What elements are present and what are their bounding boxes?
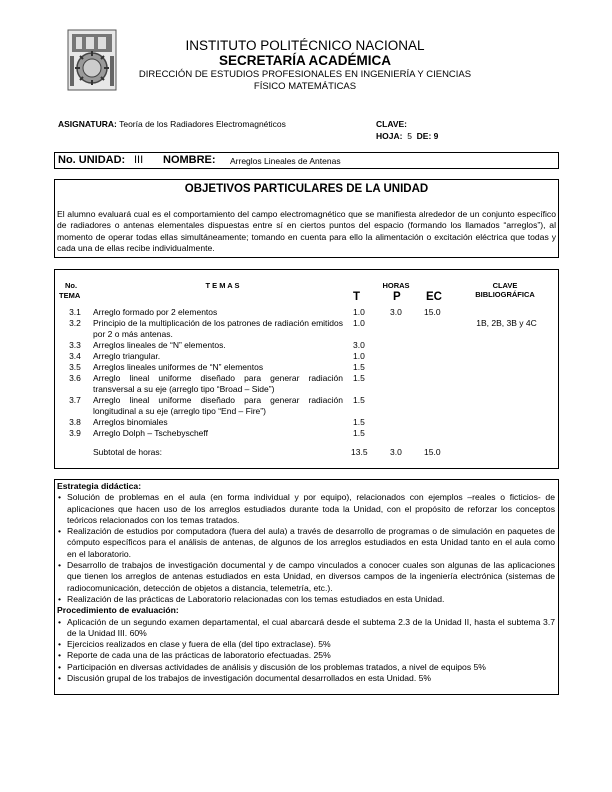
header-tema: TEMA: [59, 291, 81, 300]
estrategia-box: [54, 479, 559, 695]
horas-t: 1.5: [353, 373, 365, 383]
objetivos-box: [54, 179, 559, 258]
horas-t: 3.0: [353, 340, 365, 350]
clave-label: CLAVE:: [376, 119, 408, 129]
table-row: [57, 340, 557, 351]
tema-text: Arreglos binomiales: [93, 417, 168, 427]
table-row: [57, 417, 557, 428]
list-item: • Aplicación de un segundo examen departamental, el cual abarcará desde el subtema 2.3 de la Unidad II, hasta el subtema 3.7 de la Unidad III. 60%: [57, 617, 555, 640]
horas-ec: [424, 351, 456, 362]
table-row: [57, 395, 557, 417]
direccion-line-2: FÍSICO MATEMÁTICAS: [253, 81, 357, 92]
header-clave-line-1: CLAVE: [492, 281, 518, 290]
list-item: • Desarrollo de trabajos de investigación documental y de campo vinculados a conocer cuales son algunas de las aplicaciones que tienen los arreglos de antenas estudiados en esta Unidad, en diversos campos de la ingeniería electrónica (sistemas de radiocomunicación, detección de objetos a distancia, telemetría, etc.).: [57, 560, 555, 594]
table-row: [57, 307, 557, 318]
direccion-line-1: DIRECCIÓN DE ESTUDIOS PROFESIONALES EN INGENIERÍA Y CIENCIAS: [138, 69, 472, 80]
hoja-row: [376, 131, 438, 141]
list-item: • Participación en diversas actividades de análisis y discusión de los problemas tratados, a nivel de equipos 5%: [57, 662, 555, 673]
objetivos-text: El alumno evaluará cual es el comportamiento del campo electromagnético que se manifiesta alrededor de un conjunto específico de radiadores o antenas elementales dispuestas entre sí en ciertos puntos del espacio (formando los llamados “arreglos”), al momento de operar todas ellas simultáneamente; tomando en cuenta para ello la alimentación o excitación eléctrica que todas y cada una de ellas recibe individualmente.: [57, 209, 556, 254]
objetivos-title: OBJETIVOS PARTICULARES DE LA UNIDAD: [184, 183, 429, 195]
clave-bibliografica: [456, 417, 557, 428]
horas-ec: 15.0: [424, 307, 441, 317]
tema-number: 3.2: [69, 318, 81, 328]
horas-p: 3.0: [390, 307, 402, 317]
horas-p: [384, 395, 424, 417]
list-item: • Realización de las prácticas de Laboratorio relacionadas con los temas estudiados en esta Unidad.: [57, 594, 555, 605]
asignatura-row: [58, 119, 286, 129]
table-row: [57, 362, 557, 373]
horas-t: 1.5: [353, 362, 365, 372]
secretaria-name: SECRETARÍA ACADÉMICA: [219, 53, 391, 68]
estrategia-list: [57, 492, 555, 605]
horas-p: [384, 373, 424, 395]
spacer-cell: [57, 439, 557, 447]
estrategia-title: Estrategia didáctica:: [57, 481, 142, 491]
tema-number: 3.7: [69, 395, 81, 405]
header-clave-line-2: BIBLIOGRÁFICA: [475, 290, 535, 299]
subtotal-ec: 15.0: [424, 447, 441, 457]
header-no: No.: [65, 281, 78, 290]
horas-p: [384, 351, 424, 362]
asignatura-value: Teoría de los Radiadores Electromagnéticos: [119, 119, 286, 129]
de-label: DE:: [416, 131, 432, 141]
header-clave: [455, 281, 555, 299]
subtotal-t: 13.5: [351, 447, 368, 457]
horas-p: [384, 417, 424, 428]
tema-text: Arreglos lineales uniformes de “N” elementos: [93, 362, 264, 372]
horas-ec: [424, 417, 456, 428]
nombre-label: NOMBRE:: [163, 154, 216, 166]
clave-bibliografica: [456, 362, 557, 373]
subtotal-label: Subtotal de horas:: [93, 447, 162, 457]
subtotal-clave-blank: [456, 447, 557, 458]
temas-body: [57, 307, 557, 458]
subtotal-row: [57, 447, 557, 458]
tema-number: 3.1: [69, 307, 81, 317]
unidad-label: No. UNIDAD:: [58, 154, 126, 166]
subtotal-blank: [57, 447, 93, 458]
horas-t: 1.5: [353, 428, 365, 438]
horas-p: [384, 318, 424, 340]
clave-bibliografica: [456, 428, 557, 439]
horas-t: 1.0: [353, 307, 365, 317]
horas-p: [384, 340, 424, 351]
tema-number: 3.4: [69, 351, 81, 361]
horas-t: 1.0: [353, 351, 365, 361]
horas-t: 1.0: [353, 318, 365, 328]
horas-p: [384, 428, 424, 439]
header-horas: HORAS: [382, 281, 410, 290]
table-row: [57, 351, 557, 362]
list-item: • Solución de problemas en el aula (en forma individual y por equipo), relacionados con ejemplos –reales o ficticios- de aplicaciones que hacen uso de los arreglos estudiados durante toda la Unidad, con el propósito de reforzar los conceptos teóricos relacionados con los temas tratados.: [57, 492, 555, 526]
hoja-value: 5: [407, 131, 412, 141]
tema-text: Arreglo lineal uniforme diseñado para generar radiación transversal a su eje (arreglo tipo “Broad – Side”): [93, 373, 343, 394]
subtotal-p: 3.0: [390, 447, 402, 457]
evaluacion-title: Procedimiento de evaluación:: [57, 605, 179, 616]
list-item: • Realización de estudios por computadora (fuera del aula) a través de desarrollo de programas o de simulación en paquetes de cómputo específicos para el análisis de antenas, de algunos de los arreglos estudiados en esta Unidad tanto en el aula como en el laboratorio.: [57, 526, 555, 560]
header-temas: T E M A S: [205, 281, 240, 290]
horas-ec: [424, 340, 456, 351]
unidad-box: [54, 152, 559, 169]
institution-name: INSTITUTO POLITÉCNICO NACIONAL: [185, 38, 425, 53]
evaluacion-list: [57, 617, 555, 685]
tema-text: Principio de la multiplicación de los patrones de radiación emitidos por 2 o más antenas.: [93, 318, 343, 339]
tema-number: 3.6: [69, 373, 81, 383]
horas-t: 1.5: [353, 395, 365, 405]
horas-ec: [424, 428, 456, 439]
tema-number: 3.3: [69, 340, 81, 350]
de-value: 9: [433, 131, 439, 141]
horas-t: 1.5: [353, 417, 365, 427]
tema-text: Arreglo Dolph – Tschebyscheff: [93, 428, 208, 438]
temas-table: [57, 307, 557, 458]
tema-number: 3.8: [69, 417, 81, 427]
list-item: • Reporte de cada una de las prácticas de laboratorio efectuadas. 25%: [57, 650, 555, 661]
horas-ec: [424, 318, 456, 340]
tema-number: 3.9: [69, 428, 81, 438]
table-row: [57, 428, 557, 439]
clave-bibliografica: 1B, 2B, 3B y 4C: [476, 318, 537, 328]
tema-text: Arreglo lineal uniforme diseñado para generar radiación longitudinal a su eje (arreglo tipo “End – Fire”): [93, 395, 343, 416]
tema-text: Arreglo formado por 2 elementos: [93, 307, 218, 317]
horas-ec: [424, 362, 456, 373]
estrategia-section: [57, 481, 555, 684]
clave-bibliografica: [456, 340, 557, 351]
hoja-label: HOJA:: [376, 131, 403, 141]
clave-bibliografica: [456, 395, 557, 417]
list-item: • Discusión grupal de los trabajos de investigación documental desarrollados en esta Unidad. 5%: [57, 673, 555, 684]
list-item: • Ejercicios realizados en clase y fuera de ella (del tipo extraclase). 5%: [57, 639, 555, 650]
table-row: [57, 318, 557, 340]
clave-bibliografica: [456, 351, 557, 362]
nombre-value: Arreglos Lineales de Antenas: [230, 156, 341, 166]
spacer-row: [57, 439, 557, 447]
direccion-name: [120, 69, 490, 93]
tema-text: Arreglos lineales de “N” elementos.: [93, 340, 226, 350]
horas-p: [384, 362, 424, 373]
header-t: T: [353, 291, 361, 303]
header-ec: EC: [426, 291, 442, 303]
temas-box: [54, 269, 559, 469]
asignatura-label: ASIGNATURA:: [58, 119, 117, 129]
unidad-value: III: [134, 154, 144, 166]
header-p: P: [393, 291, 401, 303]
horas-ec: [424, 373, 456, 395]
ipn-logo: [66, 28, 118, 92]
clave-bibliografica: [456, 373, 557, 395]
tema-text: Arreglo triangular.: [93, 351, 161, 361]
table-row: [57, 373, 557, 395]
tema-number: 3.5: [69, 362, 81, 372]
clave-bibliografica: [456, 307, 557, 318]
horas-ec: [424, 395, 456, 417]
